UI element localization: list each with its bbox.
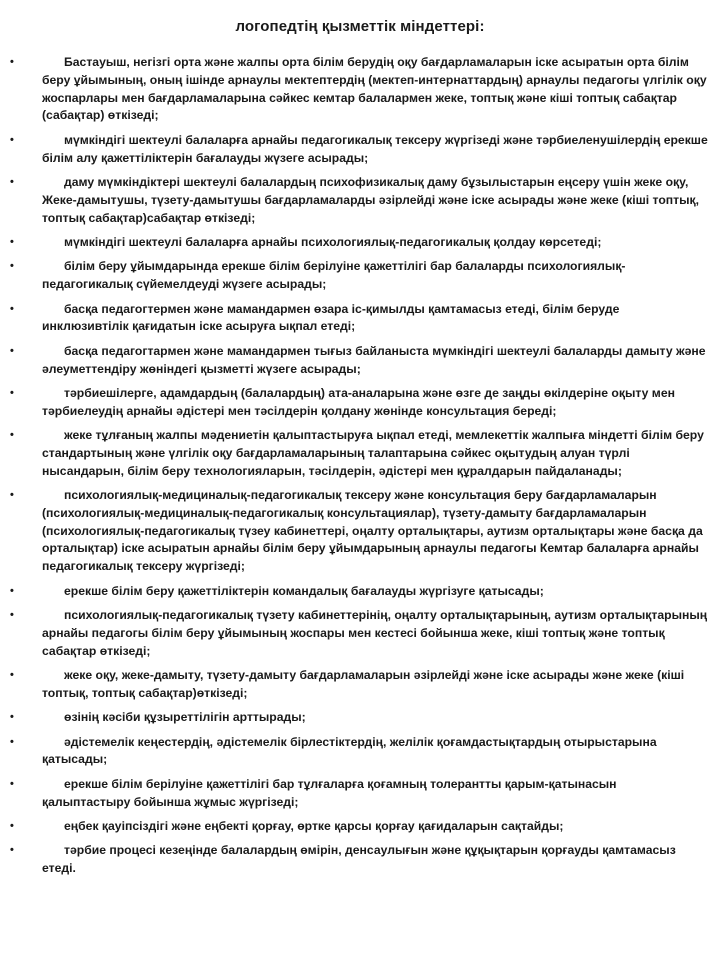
list-item-text: басқа педагогтармен және мамандармен тығыз байланыста мүмкіндігі шектеулі балаларды дамыту және әлеуметтендіру жөніндегі қызметті жүзеге асырады; [42, 343, 706, 376]
bullet-icon: • [10, 844, 14, 857]
list-item-text: басқа педагогтермен және мамандармен өзара іс-қимылды қамтамасыз етеді, білім беруде инклюзивтілік қағидатын іске асыруға ықпал етеді; [42, 301, 620, 334]
list-item-text: психологиялық-педагогикалық түзету кабинеттерінің, оңалту орталықтарының, аутизм орталықтарының арнайы педагогы білім беру ұйымының жоспары мен кестесі бойынша жеке, кіші топтық және топтық сабақтар өткізеді; [42, 608, 708, 658]
list-item-text: мүмкіндігі шектеулі балаларға арнайы педагогикалық тексеру жүргізеді және тәрбиеленушілердің ерекше білім алу қажеттіліктерін бағалауды жүзеге асырады; [42, 132, 708, 165]
bullet-icon: • [10, 133, 14, 146]
list-item-text: психологиялық-медициналық-педагогикалық тексеру және консультация беру бағдарламаларын (психологиялық-медициналық-педагогикалық консультациялар), түзету-дамыту бағдарламаларын (психологиялық-педагогикалық түзеу кабинеттері, оңалту орталықтары, аутизм орталықтары және басқа да орталықтар) іске асыратын арнайы білім беру ұйымдарының арнаулы педагогы Кемтар балаларға арнайы педагогикалық тексеру жүргізеді; [42, 488, 703, 574]
list-item [0, 385, 720, 421]
bullet-icon: • [10, 175, 14, 188]
list-item [0, 607, 720, 660]
list-item [0, 258, 720, 294]
bullet-icon: • [10, 344, 14, 357]
list-item [0, 776, 720, 812]
bullet-icon: • [10, 777, 14, 790]
list-item-text: жеке оқу, жеке-дамыту, түзету-дамыту бағдарламаларын әзірлейді және іске асырады және жеке (кіші топтық, топтық сабақтар)өткізеді; [42, 668, 685, 700]
list-item [0, 667, 720, 703]
bullet-icon: • [10, 386, 14, 399]
list-item [0, 487, 720, 576]
duties-list [0, 54, 720, 885]
list-item [0, 427, 720, 480]
bullet-icon: • [10, 260, 14, 273]
list-item [0, 343, 720, 379]
list-item-text: Бастауыш, негізгі орта және жалпы орта білім берудің оқу бағдарламаларын іске асыратын орта білім беру ұйымының, оның ішінде арнаулы мектептердің (мектеп-интернаттардың) арнаулы педагогы үлгілік оқу жоспарлары мен бағдарламаларына сәйкес кемтар балалармен жеке, топтық және кіші топтық сабақтар (сабақтар) өткізеді; [42, 55, 707, 123]
bullet-icon: • [10, 56, 14, 68]
list-item [0, 818, 720, 836]
list-item-text: даму мүмкіндіктері шектеулі балалардың психофизикалық даму бұзылыстарын еңсеру үшін жеке оқу, Жеке-дамытушы, түзету-дамытушы бағдарламаларды әзірлейді және іске асырады және жеке (кіші топтық, топтық сабақтар)сабақтар өткізеді; [42, 174, 699, 225]
page-title: логопедтің қызметтік міндеттері: [235, 18, 485, 35]
list-item [0, 842, 720, 878]
list-item-text: білім беру ұйымдарында ерекше білім берілуіне қажеттілігі бар балаларды психологиялық-педагогикалық сүйемелдеуді жүзеге асырады; [42, 259, 626, 292]
list-item [0, 583, 720, 601]
list-item [0, 54, 720, 125]
bullet-icon: • [10, 489, 14, 502]
bullet-icon: • [10, 302, 14, 315]
list-item [0, 734, 720, 770]
bullet-icon: • [10, 235, 14, 248]
bullet-icon: • [10, 819, 14, 832]
list-item-text: жеке тұлғаның жалпы мәдениетін қалыптастыруға ықпал етеді, мемлекеттік жалпыға міндетті білім беру стандартының және үлгілік оқу бағдарламаларының талаптарына сәйкес оқытудың алуан түрлі нысандарын, білім беру технологияларын, тәсілдерін, әдістері мен құралдарын пайдаланады; [42, 428, 704, 478]
bullet-icon: • [10, 669, 14, 682]
list-item [0, 234, 720, 252]
bullet-icon: • [10, 735, 14, 748]
list-item [0, 174, 720, 227]
bullet-icon: • [10, 429, 14, 442]
list-item-text: ерекше білім берілуіне қажеттілігі бар тұлғаларға қоғамның толерантты қарым-қатынасын қалыптастыру бойынша жұмыс жүргізеді; [42, 776, 617, 809]
list-item-text: тәрбие процесі кезеңінде балалардың өмірін, денсаулығын және құқықтарын қорғауды қамтамасыз етеді. [42, 843, 676, 876]
list-item [0, 132, 720, 168]
bullet-icon: • [10, 711, 14, 724]
list-item [0, 301, 720, 337]
bullet-icon: • [10, 609, 14, 622]
bullet-icon: • [10, 584, 14, 597]
list-item-text: ерекше білім беру қажеттіліктерін командалық бағалауды жүргізуге қатысады; [64, 583, 544, 598]
list-item-text: еңбек қауіпсіздігі және еңбекті қорғау, өртке қарсы қорғау қағидаларын сақтайды; [64, 818, 564, 833]
list-item-text: тәрбиешілерге, адамдардың (балалардың) ата-аналарына және өзге де заңды өкілдеріне оқыту мен тәрбиелеудің арнайы әдістері мен тәсілдерін қолдану жөнінде консультация береді; [42, 385, 675, 418]
list-item-text: мүмкіндігі шектеулі балаларға арнайы психологиялық-педагогикалық қолдау көрсетеді; [64, 234, 602, 249]
list-item-text: әдістемелік кеңестердің, әдістемелік бірлестіктердің, желілік қоғамдастықтардың отырыстарына қатысады; [42, 734, 657, 767]
list-item-text: өзінің кәсіби құзыреттілігін арттырады; [64, 710, 306, 725]
list-item [0, 709, 720, 727]
